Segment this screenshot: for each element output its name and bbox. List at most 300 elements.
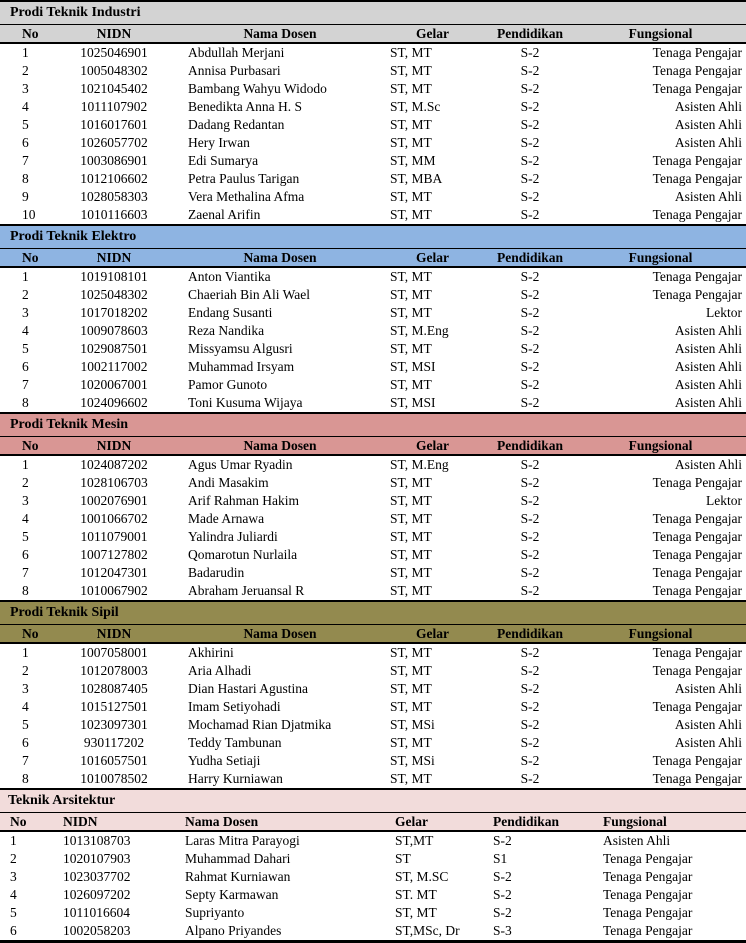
table-row — [0, 770, 746, 788]
cell-gelar: ST, M.Sc — [380, 98, 485, 116]
cell-nidn: 1021045402 — [48, 80, 180, 98]
cell-nidn: 1015127501 — [48, 698, 180, 716]
cell-nama-dosen: Benedikta Anna H. S — [180, 98, 380, 116]
table-row — [0, 170, 746, 188]
cell-no: 1 — [0, 455, 48, 474]
cell-nidn: 1023097301 — [48, 716, 180, 734]
cell-gelar: ST, MT — [380, 206, 485, 224]
cell-nama-dosen: Made Arnawa — [180, 510, 380, 528]
cell-fungsional: Asisten Ahli — [595, 831, 746, 850]
cell-no: 4 — [0, 698, 48, 716]
column-header-nidn: NIDN — [48, 249, 180, 268]
cell-gelar: ST, MT — [387, 904, 485, 922]
cell-nidn: 1013108703 — [55, 831, 177, 850]
cell-gelar: ST, MT — [380, 188, 485, 206]
cell-pendidikan: S-2 — [485, 322, 575, 340]
cell-nama-dosen: Badarudin — [180, 564, 380, 582]
cell-no: 10 — [0, 206, 48, 224]
table-row — [0, 340, 746, 358]
cell-no: 7 — [0, 376, 48, 394]
cell-no: 2 — [0, 62, 48, 80]
cell-pendidikan: S-2 — [485, 62, 575, 80]
column-header-nama-dosen: Nama Dosen — [180, 437, 380, 456]
cell-nidn: 1017018202 — [48, 304, 180, 322]
cell-no: 6 — [0, 922, 55, 942]
table-row — [0, 394, 746, 412]
cell-nidn: 930117202 — [48, 734, 180, 752]
table-row — [0, 267, 746, 286]
cell-fungsional: Tenaga Pengajar — [575, 528, 746, 546]
column-header-pendidikan: Pendidikan — [485, 25, 575, 44]
cell-nidn: 1016057501 — [48, 752, 180, 770]
cell-nidn: 1012078003 — [48, 662, 180, 680]
column-header-fungsional: Fungsional — [595, 813, 746, 832]
table-row — [0, 662, 746, 680]
cell-fungsional: Tenaga Pengajar — [575, 474, 746, 492]
cell-gelar: ST, MT — [380, 43, 485, 62]
cell-nama-dosen: Reza Nandika — [180, 322, 380, 340]
section-title: Prodi Teknik Elektro — [0, 225, 746, 249]
cell-pendidikan: S-2 — [485, 170, 575, 188]
cell-fungsional: Tenaga Pengajar — [575, 510, 746, 528]
cell-gelar: ST, MSi — [380, 752, 485, 770]
table-row — [0, 43, 746, 62]
cell-fungsional: Asisten Ahli — [575, 358, 746, 376]
cell-nama-dosen: Qomarotun Nurlaila — [180, 546, 380, 564]
cell-gelar: ST, M.Eng — [380, 455, 485, 474]
column-header-row — [0, 437, 746, 456]
cell-nama-dosen: Yalindra Juliardi — [180, 528, 380, 546]
cell-no: 5 — [0, 340, 48, 358]
cell-no: 3 — [0, 492, 48, 510]
cell-nama-dosen: Laras Mitra Parayogi — [177, 831, 387, 850]
column-header-nama-dosen: Nama Dosen — [177, 813, 387, 832]
table-row — [0, 752, 746, 770]
cell-nidn: 1019108101 — [48, 267, 180, 286]
table-row — [0, 510, 746, 528]
column-header-no: No — [0, 813, 55, 832]
cell-fungsional: Asisten Ahli — [575, 455, 746, 474]
cell-nidn: 1026057702 — [48, 134, 180, 152]
cell-pendidikan: S-2 — [485, 474, 575, 492]
cell-gelar: ST, MT — [380, 564, 485, 582]
cell-nidn: 1001066702 — [48, 510, 180, 528]
column-header-gelar: Gelar — [387, 813, 485, 832]
cell-pendidikan: S-2 — [485, 116, 575, 134]
cell-no: 5 — [0, 528, 48, 546]
cell-fungsional: Tenaga Pengajar — [575, 770, 746, 788]
cell-pendidikan: S-2 — [485, 831, 595, 850]
cell-nidn: 1024087202 — [48, 455, 180, 474]
cell-pendidikan: S-2 — [485, 43, 575, 62]
cell-no: 8 — [0, 394, 48, 412]
table-row — [0, 564, 746, 582]
cell-gelar: ST. MT — [387, 886, 485, 904]
column-header-nidn: NIDN — [55, 813, 177, 832]
cell-fungsional: Tenaga Pengajar — [575, 752, 746, 770]
cell-nama-dosen: Toni Kusuma Wijaya — [180, 394, 380, 412]
table-row — [0, 680, 746, 698]
cell-fungsional: Tenaga Pengajar — [595, 850, 746, 868]
cell-nidn: 1011016604 — [55, 904, 177, 922]
table-row — [0, 734, 746, 752]
cell-pendidikan: S-2 — [485, 528, 575, 546]
cell-fungsional: Asisten Ahli — [575, 734, 746, 752]
cell-nama-dosen: Pamor Gunoto — [180, 376, 380, 394]
column-header-gelar: Gelar — [380, 249, 485, 268]
cell-no: 7 — [0, 152, 48, 170]
section-title: Prodi Teknik Industri — [0, 1, 746, 25]
cell-gelar: ST, M.Eng — [380, 322, 485, 340]
cell-no: 2 — [0, 850, 55, 868]
cell-fungsional: Asisten Ahli — [575, 98, 746, 116]
cell-nidn: 1026097202 — [55, 886, 177, 904]
table-row — [0, 62, 746, 80]
cell-no: 8 — [0, 770, 48, 788]
column-header-gelar: Gelar — [380, 437, 485, 456]
column-header-no: No — [0, 249, 48, 268]
cell-nidn: 1010067902 — [48, 582, 180, 600]
cell-fungsional: Lektor — [575, 304, 746, 322]
column-header-row — [0, 625, 746, 644]
cell-pendidikan: S-2 — [485, 188, 575, 206]
cell-nidn: 1028106703 — [48, 474, 180, 492]
cell-nidn: 1025046901 — [48, 43, 180, 62]
cell-no: 4 — [0, 886, 55, 904]
cell-fungsional: Tenaga Pengajar — [575, 698, 746, 716]
table-row — [0, 152, 746, 170]
prodi-section-table — [0, 600, 746, 788]
cell-pendidikan: S-2 — [485, 340, 575, 358]
cell-no: 2 — [0, 662, 48, 680]
cell-nidn: 1011079001 — [48, 528, 180, 546]
cell-no: 3 — [0, 680, 48, 698]
cell-gelar: ST, MT — [380, 698, 485, 716]
cell-fungsional: Asisten Ahli — [575, 680, 746, 698]
prodi-section-table — [0, 0, 746, 224]
cell-fungsional: Tenaga Pengajar — [575, 662, 746, 680]
cell-nidn: 1005048302 — [48, 62, 180, 80]
cell-gelar: ST, MT — [380, 546, 485, 564]
section-title: Prodi Teknik Sipil — [0, 601, 746, 625]
cell-gelar: ST, MT — [380, 662, 485, 680]
cell-fungsional: Tenaga Pengajar — [595, 868, 746, 886]
cell-pendidikan: S-2 — [485, 662, 575, 680]
column-header-pendidikan: Pendidikan — [485, 813, 595, 832]
cell-nama-dosen: Yudha Setiaji — [180, 752, 380, 770]
table-row — [0, 358, 746, 376]
table-row — [0, 376, 746, 394]
cell-no: 7 — [0, 564, 48, 582]
column-header-no: No — [0, 437, 48, 456]
cell-fungsional: Tenaga Pengajar — [575, 582, 746, 600]
cell-fungsional: Tenaga Pengajar — [575, 206, 746, 224]
prodi-section-table — [0, 788, 746, 943]
cell-nama-dosen: Dadang Redantan — [180, 116, 380, 134]
cell-fungsional: Tenaga Pengajar — [575, 546, 746, 564]
column-header-pendidikan: Pendidikan — [485, 249, 575, 268]
prodi-section-table — [0, 224, 746, 412]
cell-gelar: ST,MSc, Dr — [387, 922, 485, 942]
cell-gelar: ST, MT — [380, 116, 485, 134]
cell-nama-dosen: Akhirini — [180, 643, 380, 662]
cell-nama-dosen: Endang Susanti — [180, 304, 380, 322]
column-header-nidn: NIDN — [48, 437, 180, 456]
cell-nidn: 1007127802 — [48, 546, 180, 564]
column-header-row — [0, 25, 746, 44]
cell-gelar: ST, MT — [380, 643, 485, 662]
cell-no: 8 — [0, 582, 48, 600]
table-row — [0, 643, 746, 662]
column-header-pendidikan: Pendidikan — [485, 625, 575, 644]
cell-nidn: 1003086901 — [48, 152, 180, 170]
cell-gelar: ST, MT — [380, 770, 485, 788]
cell-nama-dosen: Andi Masakim — [180, 474, 380, 492]
cell-fungsional: Tenaga Pengajar — [575, 80, 746, 98]
cell-pendidikan: S-2 — [485, 152, 575, 170]
cell-nama-dosen: Arif Rahman Hakim — [180, 492, 380, 510]
cell-nama-dosen: Septy Karmawan — [177, 886, 387, 904]
column-header-nama-dosen: Nama Dosen — [180, 25, 380, 44]
cell-fungsional: Asisten Ahli — [575, 116, 746, 134]
cell-fungsional: Asisten Ahli — [575, 716, 746, 734]
cell-gelar: ST, MT — [380, 134, 485, 152]
column-header-nama-dosen: Nama Dosen — [180, 249, 380, 268]
prodi-section-table — [0, 412, 746, 600]
cell-gelar: ST, MT — [380, 376, 485, 394]
column-header-nidn: NIDN — [48, 25, 180, 44]
cell-pendidikan: S-2 — [485, 886, 595, 904]
column-header-no: No — [0, 625, 48, 644]
cell-nama-dosen: Dian Hastari Agustina — [180, 680, 380, 698]
cell-nidn: 1012047301 — [48, 564, 180, 582]
cell-fungsional: Tenaga Pengajar — [595, 904, 746, 922]
cell-nidn: 1016017601 — [48, 116, 180, 134]
cell-nama-dosen: Annisa Purbasari — [180, 62, 380, 80]
cell-fungsional: Tenaga Pengajar — [575, 43, 746, 62]
column-header-nidn: NIDN — [48, 625, 180, 644]
table-row — [0, 868, 746, 886]
table-row — [0, 474, 746, 492]
cell-pendidikan: S-2 — [485, 206, 575, 224]
cell-no: 4 — [0, 98, 48, 116]
cell-nidn: 1023037702 — [55, 868, 177, 886]
table-row — [0, 188, 746, 206]
cell-nama-dosen: Muhammad Irsyam — [180, 358, 380, 376]
cell-nidn: 1028058303 — [48, 188, 180, 206]
cell-fungsional: Asisten Ahli — [575, 188, 746, 206]
cell-pendidikan: S-3 — [485, 922, 595, 942]
cell-no: 5 — [0, 116, 48, 134]
cell-nidn: 1020107903 — [55, 850, 177, 868]
cell-gelar: ST — [387, 850, 485, 868]
cell-fungsional: Tenaga Pengajar — [575, 564, 746, 582]
cell-nidn: 1012106602 — [48, 170, 180, 188]
cell-fungsional: Asisten Ahli — [575, 340, 746, 358]
cell-nidn: 1029087501 — [48, 340, 180, 358]
cell-gelar: ST,MT — [387, 831, 485, 850]
cell-no: 2 — [0, 286, 48, 304]
cell-no: 7 — [0, 752, 48, 770]
cell-pendidikan: S-2 — [485, 267, 575, 286]
cell-gelar: ST, MT — [380, 680, 485, 698]
cell-fungsional: Tenaga Pengajar — [575, 170, 746, 188]
cell-nidn: 1007058001 — [48, 643, 180, 662]
cell-no: 2 — [0, 474, 48, 492]
cell-no: 6 — [0, 358, 48, 376]
table-row — [0, 206, 746, 224]
cell-gelar: ST, MT — [380, 528, 485, 546]
cell-nama-dosen: Alpano Priyandes — [177, 922, 387, 942]
cell-pendidikan: S-2 — [485, 752, 575, 770]
cell-nama-dosen: Abdullah Merjani — [180, 43, 380, 62]
cell-gelar: ST, MT — [380, 510, 485, 528]
cell-fungsional: Asisten Ahli — [575, 322, 746, 340]
cell-nama-dosen: Mochamad Rian Djatmika — [180, 716, 380, 734]
cell-no: 1 — [0, 43, 48, 62]
cell-no: 1 — [0, 831, 55, 850]
cell-nama-dosen: Teddy Tambunan — [180, 734, 380, 752]
cell-gelar: ST, MT — [380, 340, 485, 358]
table-row — [0, 134, 746, 152]
table-row — [0, 850, 746, 868]
cell-fungsional: Asisten Ahli — [575, 394, 746, 412]
cell-nama-dosen: Supriyanto — [177, 904, 387, 922]
cell-gelar: ST, MSI — [380, 394, 485, 412]
cell-pendidikan: S-2 — [485, 358, 575, 376]
cell-gelar: ST, MT — [380, 267, 485, 286]
cell-fungsional: Tenaga Pengajar — [575, 62, 746, 80]
cell-no: 5 — [0, 904, 55, 922]
section-title-row — [0, 225, 746, 249]
cell-pendidikan: S-2 — [485, 564, 575, 582]
cell-fungsional: Tenaga Pengajar — [575, 152, 746, 170]
table-row — [0, 492, 746, 510]
cell-nidn: 1002117002 — [48, 358, 180, 376]
cell-no: 3 — [0, 868, 55, 886]
cell-fungsional: Tenaga Pengajar — [575, 267, 746, 286]
cell-nama-dosen: Chaeriah Bin Ali Wael — [180, 286, 380, 304]
cell-nidn: 1024096602 — [48, 394, 180, 412]
cell-nama-dosen: Anton Viantika — [180, 267, 380, 286]
cell-nama-dosen: Aria Alhadi — [180, 662, 380, 680]
cell-gelar: ST, MT — [380, 80, 485, 98]
column-header-row — [0, 813, 746, 832]
cell-gelar: ST, MT — [380, 286, 485, 304]
cell-nidn: 1009078603 — [48, 322, 180, 340]
table-row — [0, 322, 746, 340]
cell-gelar: ST, MT — [380, 304, 485, 322]
cell-pendidikan: S-2 — [485, 304, 575, 322]
cell-gelar: ST, MT — [380, 62, 485, 80]
cell-nama-dosen: Muhammad Dahari — [177, 850, 387, 868]
cell-pendidikan: S-2 — [485, 770, 575, 788]
cell-gelar: ST, MT — [380, 734, 485, 752]
cell-no: 4 — [0, 322, 48, 340]
cell-gelar: ST, M.SC — [387, 868, 485, 886]
cell-gelar: ST, MT — [380, 492, 485, 510]
cell-pendidikan: S-2 — [485, 582, 575, 600]
cell-fungsional: Lektor — [575, 492, 746, 510]
cell-pendidikan: S-2 — [485, 868, 595, 886]
cell-pendidikan: S-2 — [485, 904, 595, 922]
cell-no: 9 — [0, 188, 48, 206]
cell-nidn: 1002058203 — [55, 922, 177, 942]
column-header-fungsional: Fungsional — [575, 625, 746, 644]
cell-nidn: 1011107902 — [48, 98, 180, 116]
cell-pendidikan: S-2 — [485, 394, 575, 412]
cell-nama-dosen: Missyamsu Algusri — [180, 340, 380, 358]
cell-pendidikan: S-2 — [485, 698, 575, 716]
cell-nama-dosen: Edi Sumarya — [180, 152, 380, 170]
cell-pendidikan: S-2 — [485, 492, 575, 510]
cell-no: 3 — [0, 304, 48, 322]
cell-fungsional: Tenaga Pengajar — [575, 643, 746, 662]
cell-pendidikan: S-2 — [485, 510, 575, 528]
cell-no: 5 — [0, 716, 48, 734]
cell-gelar: ST, MBA — [380, 170, 485, 188]
cell-pendidikan: S-2 — [485, 376, 575, 394]
column-header-nama-dosen: Nama Dosen — [180, 625, 380, 644]
cell-nama-dosen: Bambang Wahyu Widodo — [180, 80, 380, 98]
cell-gelar: ST, MSi — [380, 716, 485, 734]
table-row — [0, 455, 746, 474]
table-row — [0, 546, 746, 564]
cell-pendidikan: S-2 — [485, 98, 575, 116]
column-header-row — [0, 249, 746, 268]
cell-pendidikan: S-2 — [485, 80, 575, 98]
cell-no: 8 — [0, 170, 48, 188]
cell-pendidikan: S-2 — [485, 546, 575, 564]
section-title-row — [0, 1, 746, 25]
cell-nama-dosen: Hery Irwan — [180, 134, 380, 152]
table-row — [0, 80, 746, 98]
cell-no: 6 — [0, 546, 48, 564]
cell-no: 3 — [0, 80, 48, 98]
cell-no: 1 — [0, 267, 48, 286]
cell-pendidikan: S-2 — [485, 455, 575, 474]
table-row — [0, 904, 746, 922]
cell-no: 6 — [0, 734, 48, 752]
cell-nidn: 1028087405 — [48, 680, 180, 698]
table-row — [0, 116, 746, 134]
cell-fungsional: Tenaga Pengajar — [595, 886, 746, 904]
cell-fungsional: Tenaga Pengajar — [595, 922, 746, 942]
cell-nama-dosen: Rahmat Kurniawan — [177, 868, 387, 886]
cell-fungsional: Tenaga Pengajar — [575, 286, 746, 304]
cell-pendidikan: S-2 — [485, 643, 575, 662]
cell-gelar: ST, MT — [380, 474, 485, 492]
cell-pendidikan: S1 — [485, 850, 595, 868]
table-row — [0, 304, 746, 322]
table-row — [0, 698, 746, 716]
cell-nama-dosen: Abraham Jeruansal R — [180, 582, 380, 600]
cell-nama-dosen: Agus Umar Ryadin — [180, 455, 380, 474]
cell-nama-dosen: Imam Setiyohadi — [180, 698, 380, 716]
cell-nama-dosen: Zaenal Arifin — [180, 206, 380, 224]
cell-pendidikan: S-2 — [485, 734, 575, 752]
cell-no: 4 — [0, 510, 48, 528]
table-row — [0, 716, 746, 734]
cell-fungsional: Asisten Ahli — [575, 134, 746, 152]
cell-gelar: ST, MM — [380, 152, 485, 170]
table-row — [0, 831, 746, 850]
column-header-pendidikan: Pendidikan — [485, 437, 575, 456]
cell-fungsional: Asisten Ahli — [575, 376, 746, 394]
cell-gelar: ST, MT — [380, 582, 485, 600]
table-row — [0, 886, 746, 904]
cell-nidn: 1025048302 — [48, 286, 180, 304]
